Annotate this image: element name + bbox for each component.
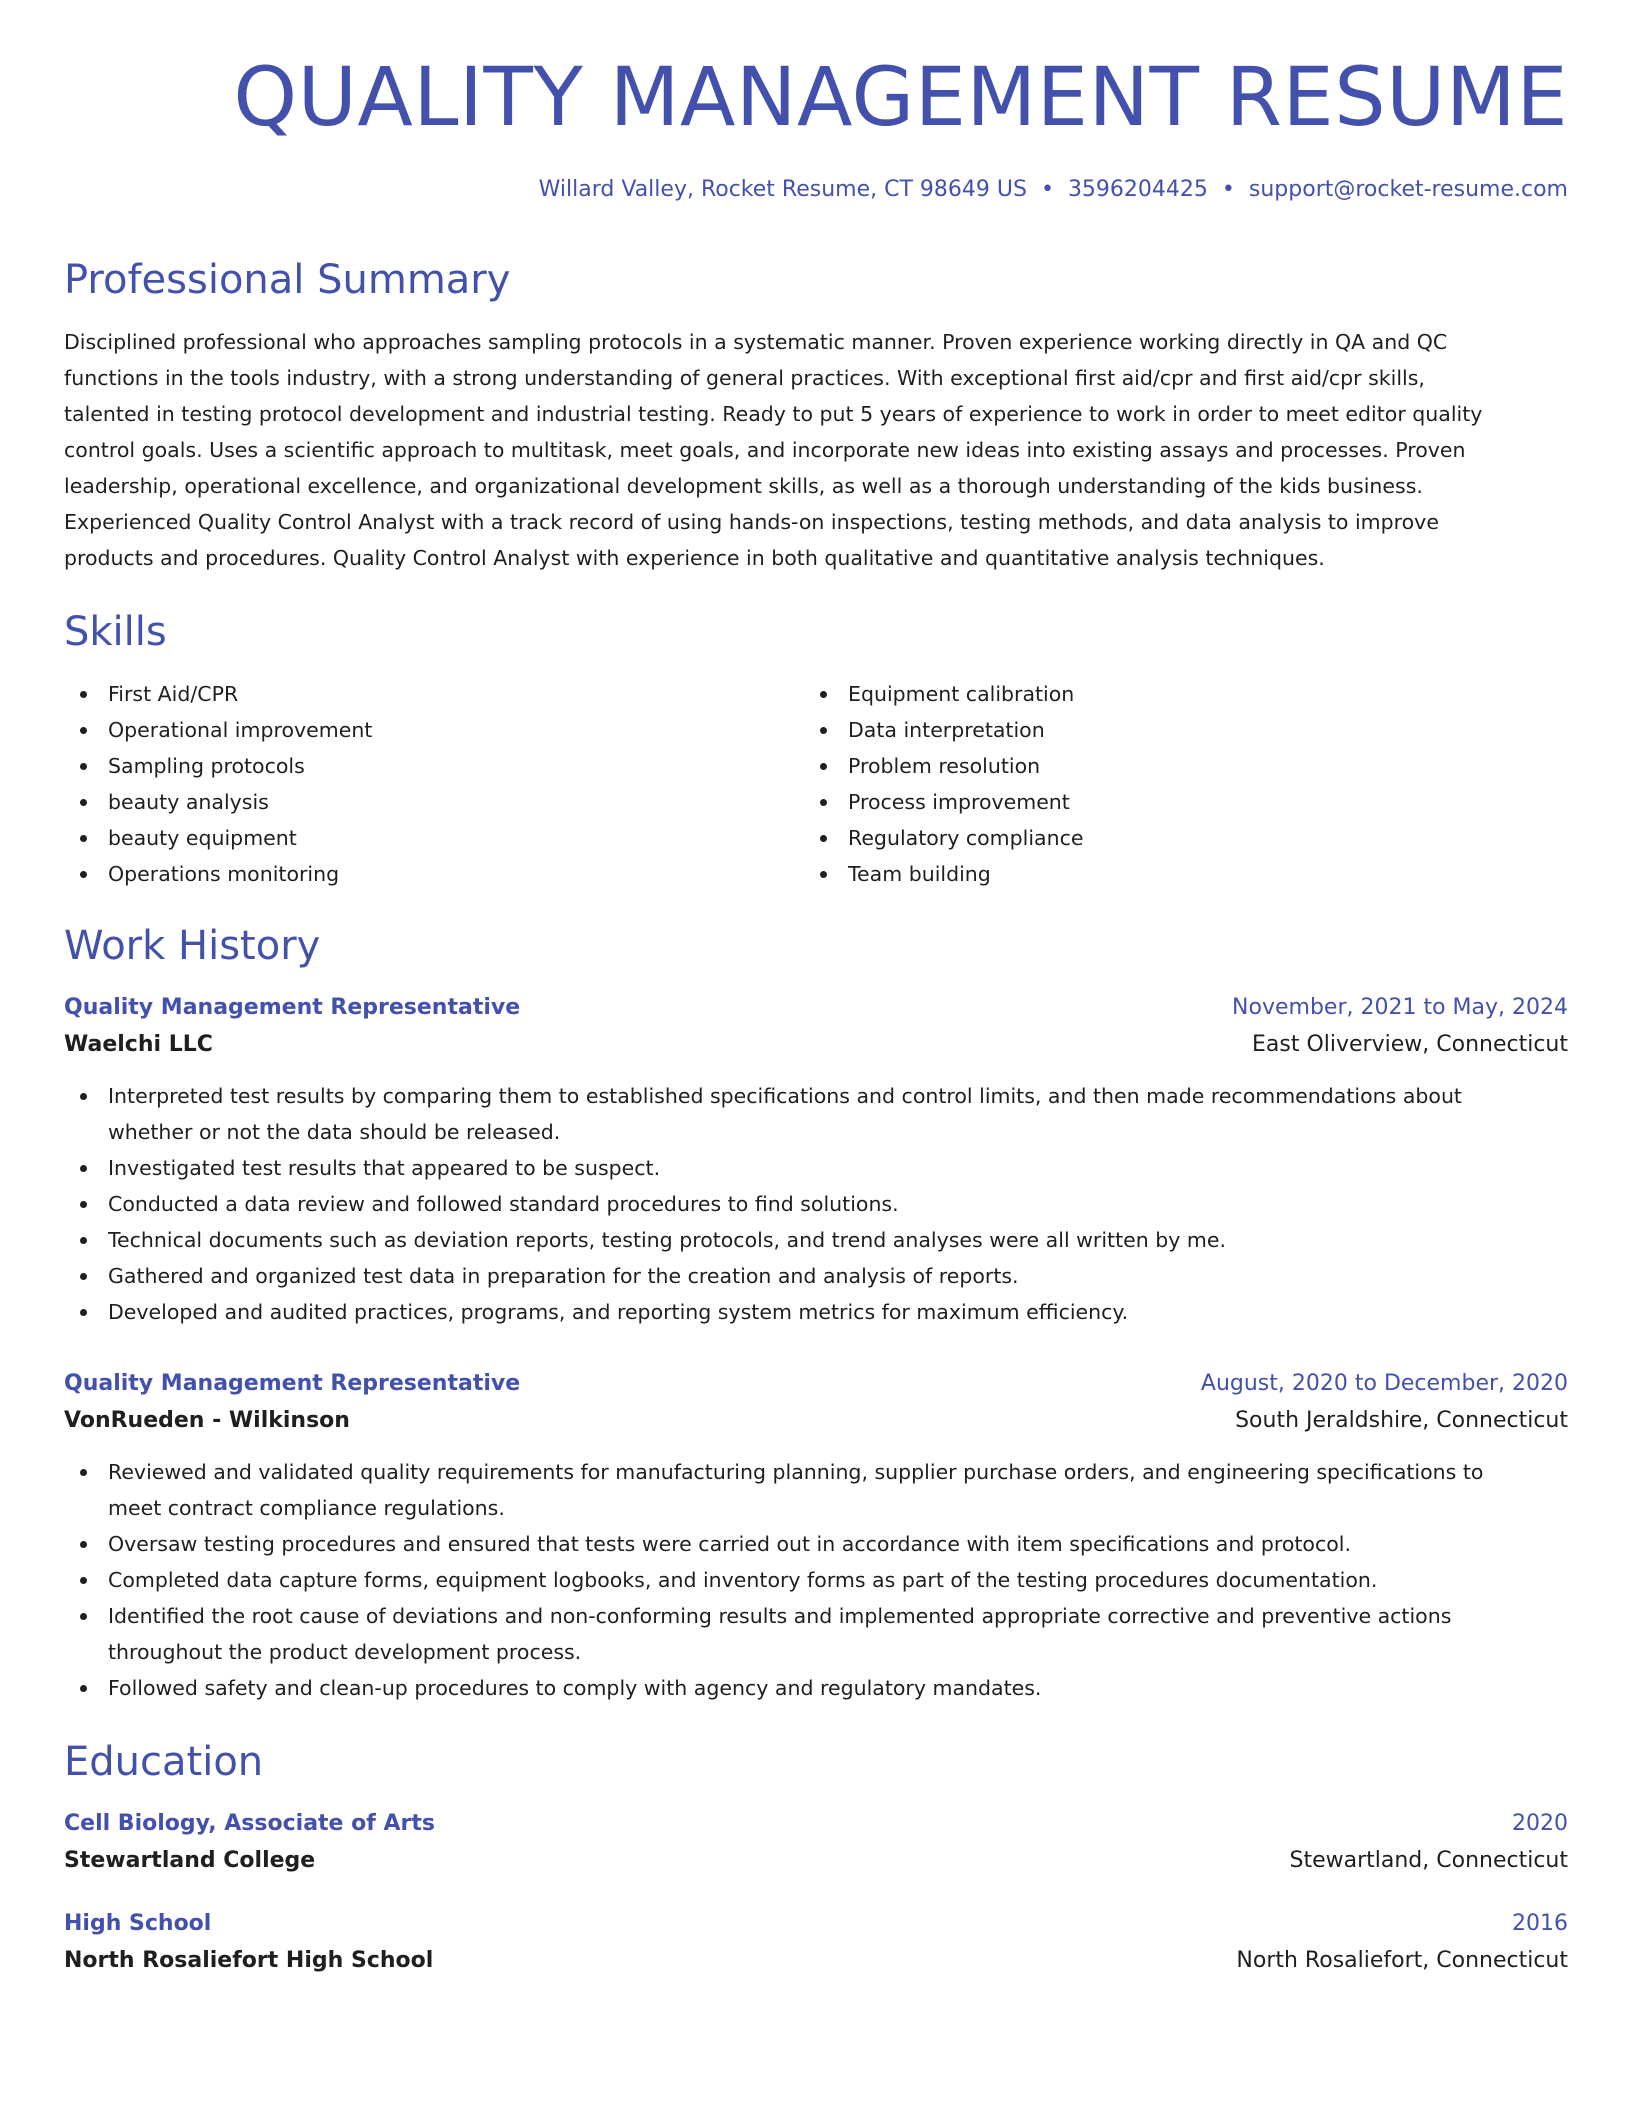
skill-item: Problem resolution [804, 748, 1544, 784]
skill-item: beauty analysis [64, 784, 804, 820]
skills-section [64, 608, 1568, 892]
skill-item: Regulatory compliance [804, 820, 1544, 856]
resume-title: QUALITY MANAGEMENT RESUME [233, 51, 1568, 145]
job-location: East Oliverview, Connecticut [1252, 1032, 1568, 1058]
job-bullet: Identified the root cause of deviations and non-conforming results and implemented appropriate corrective and preventive actions throughout the product development process. [64, 1598, 1524, 1670]
contact-email: support@rocket-resume.com [1248, 177, 1568, 203]
professional-summary-section [64, 256, 1568, 576]
work-history-section [64, 922, 1568, 1706]
job-header-row [64, 1366, 1568, 1402]
education-degree: High School [64, 1911, 212, 1937]
education-entry [64, 1806, 1568, 1880]
job-bullet: Gathered and organized test data in preparation for the creation and analysis of reports. [64, 1258, 1524, 1294]
job-dates: August, 2020 to December, 2020 [1200, 1371, 1568, 1397]
skill-item: Operations monitoring [64, 856, 804, 892]
job-bullet: Oversaw testing procedures and ensured that tests were carried out in accordance with item specifications and protocol. [64, 1526, 1524, 1562]
job-company: VonRueden - Wilkinson [64, 1408, 350, 1434]
education-year: 2020 [1512, 1811, 1568, 1837]
job-bullets [64, 1078, 1524, 1330]
work-history-heading: Work History [64, 923, 321, 970]
education-degree: Cell Biology, Associate of Arts [64, 1811, 435, 1837]
education-school: North Rosaliefort High School [64, 1948, 434, 1974]
education-header-row [64, 1806, 1568, 1842]
skills-left-column [64, 676, 804, 892]
contact-line [64, 177, 1568, 202]
skill-item: beauty equipment [64, 820, 804, 856]
job-bullet: Developed and audited practices, programs, and reporting system metrics for maximum efficiency. [64, 1294, 1524, 1330]
job-company-row [64, 1402, 1568, 1440]
skill-item: First Aid/CPR [64, 676, 804, 712]
education-year: 2016 [1512, 1911, 1568, 1937]
professional-summary-heading: Professional Summary [64, 257, 511, 304]
education-school-row [64, 1942, 1568, 1980]
education-heading: Education [64, 1739, 264, 1786]
job-company-row [64, 1026, 1568, 1064]
education-school-row [64, 1842, 1568, 1880]
education-header-row [64, 1906, 1568, 1942]
job-bullets [64, 1454, 1524, 1706]
skill-item: Sampling protocols [64, 748, 804, 784]
skill-item: Operational improvement [64, 712, 804, 748]
skills-heading: Skills [64, 609, 167, 656]
education-location: North Rosaliefort, Connecticut [1236, 1948, 1568, 1974]
skills-columns [64, 676, 1568, 892]
skill-item: Process improvement [804, 784, 1544, 820]
education-entry [64, 1906, 1568, 1980]
job-dates: November, 2021 to May, 2024 [1232, 995, 1568, 1021]
skill-item: Data interpretation [804, 712, 1544, 748]
contact-separator: • [1221, 177, 1235, 203]
job-bullet: Completed data capture forms, equipment logbooks, and inventory forms as part of the testing procedures documentation. [64, 1562, 1524, 1598]
job-company: Waelchi LLC [64, 1032, 213, 1058]
job-bullet: Conducted a data review and followed standard procedures to find solutions. [64, 1186, 1524, 1222]
job-bullet: Investigated test results that appeared to be suspect. [64, 1150, 1524, 1186]
contact-address: Willard Valley, Rocket Resume, CT 98649 US [538, 177, 1027, 203]
job-entry [64, 990, 1568, 1330]
job-bullet: Technical documents such as deviation reports, testing protocols, and trend analyses were all written by me. [64, 1222, 1524, 1258]
job-bullet: Reviewed and validated quality requirements for manufacturing planning, supplier purchase orders, and engineering specifications to meet contract compliance regulations. [64, 1454, 1524, 1526]
skill-item: Team building [804, 856, 1544, 892]
education-section [64, 1738, 1568, 1980]
job-header-row [64, 990, 1568, 1026]
education-location: Stewartland, Connecticut [1289, 1848, 1568, 1874]
job-entry [64, 1366, 1568, 1706]
job-title: Quality Management Representative [64, 995, 521, 1021]
contact-phone: 3596204425 [1067, 177, 1208, 203]
job-bullet: Interpreted test results by comparing them to established specifications and control limits, and then made recommendations about whether or not the data should be released. [64, 1078, 1524, 1150]
skills-right-column [804, 676, 1544, 892]
contact-separator: • [1040, 177, 1054, 203]
skill-item: Equipment calibration [804, 676, 1544, 712]
job-title: Quality Management Representative [64, 1371, 521, 1397]
professional-summary-text: Disciplined professional who approaches sampling protocols in a systematic manner. Proven experience working directly in QA and QC functions in the tools industry, with a strong understanding of general practices. With exceptional first aid/cpr and first aid/cpr skills, talented in testing protocol development and industrial testing. Ready to put 5 years of experience to work in order to meet editor quality control goals. Uses a scientific approach to multitask, meet goals, and incorporate new ideas into existing assays and processes. Proven leadership, operational excellence, and organizational development skills, as well as a thorough understanding of the kids business. Experienced Quality Control Analyst with a track record of using hands-on inspections, testing methods, and data analysis to improve products and procedures. Quality Control Analyst with experience in both qualitative and quantitative analysis techniques. [64, 330, 1483, 571]
education-school: Stewartland College [64, 1848, 316, 1874]
job-bullet: Followed safety and clean-up procedures to comply with agency and regulatory mandates. [64, 1670, 1524, 1706]
job-location: South Jeraldshire, Connecticut [1235, 1408, 1568, 1434]
